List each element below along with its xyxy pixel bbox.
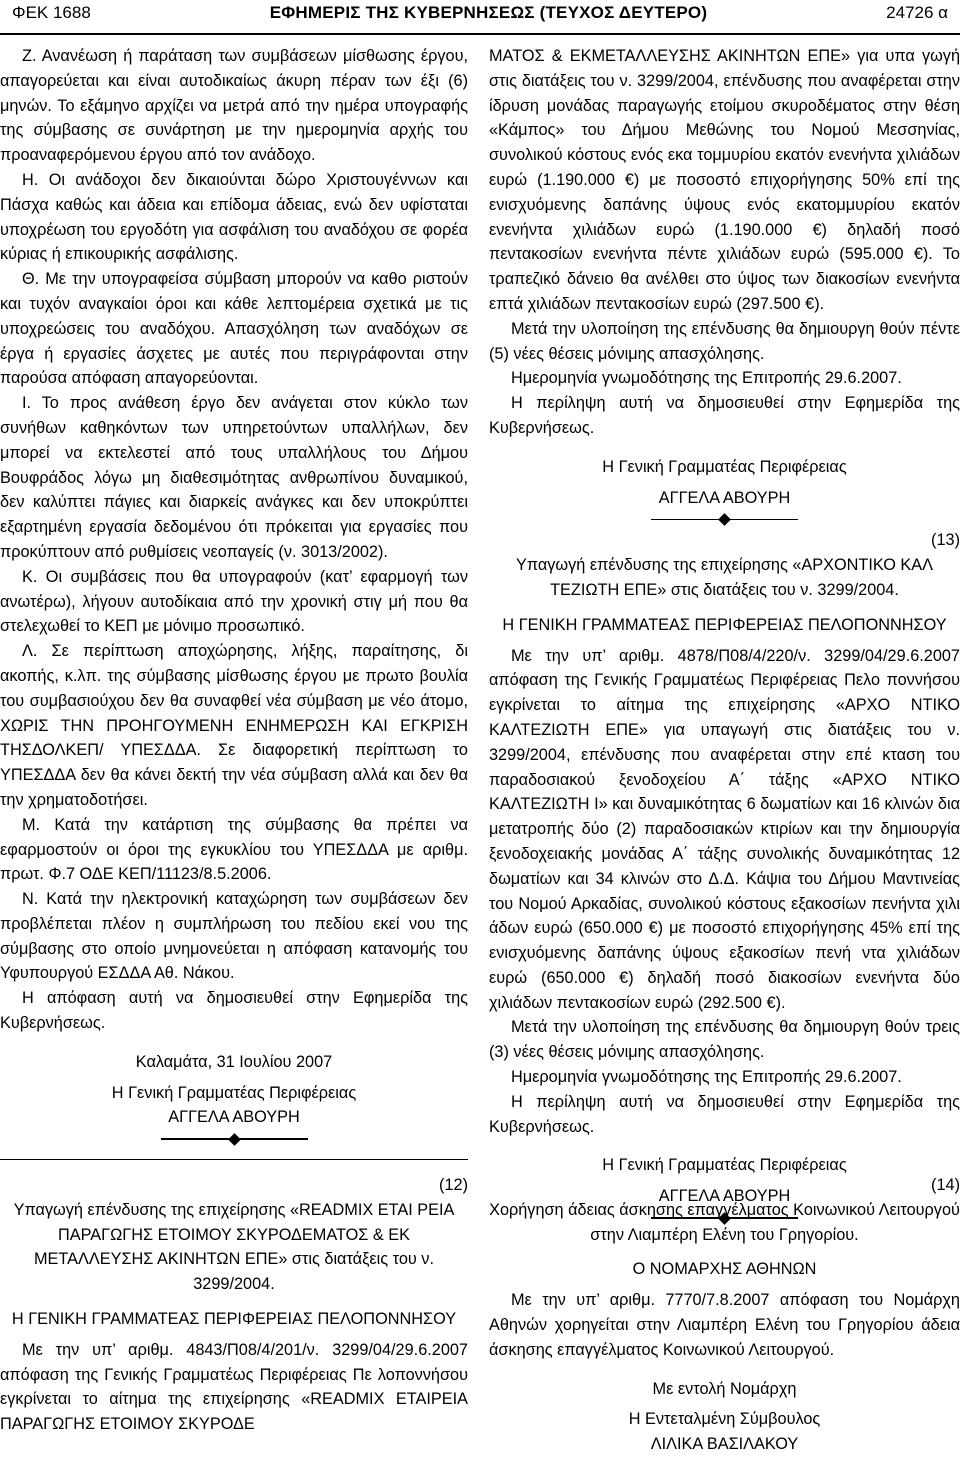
- signatory-title: Η Γενική Γραμματέας Περιφέρειας: [602, 457, 847, 476]
- section-number: (14): [931, 1176, 960, 1194]
- clause-n: Ν. Κατά την ηλεκτρονική καταχώρηση των συμβάσεων δεν προβλέπεται πλέον η συμπλήρωση του πεδίου εκεί νου της σύμβασης στο οποίο μνημονεύεται η απόφαση κατανομής του Υφυπουργού ΕΣΔΔΑ Αθ. Νάκου.: [0, 890, 468, 983]
- clause-iota: Ι. Το προς ανάθεση έργο δεν ανάγεται στον κύκλο των συνήθων καθηκόντων των υπηρετούντων υπαλλήλων, δεν μπορεί να εκτελεστεί από τους υπαλλήλους του Δήμου Βουφράδος λόγω μη διαθεσιμότητας ανθρωπίνου δυναμικού, δεν καλύπτει πάγιες και διαρκείς ανάγκες και δεν υποκρύπτει εξαρτημένη εργασία δεδομένου ότι πρόκειται για εργασίες που προκύπτουν από ρυθμίσεις νεοπαγείς (ν. 3013/2002).: [0, 394, 468, 561]
- section-separator: [0, 1130, 468, 1148]
- clause-l: Λ. Σε περίπτωση αποχώρησης, λήξης, παραίτησης, δι ακοπής, κ.λπ. της σύμβασης μίσθωσης έργου με πρωτο βουλία του συμβασιούχου δεν θα συναφθεί νέα σύμβαση με νέο άτομο, ΧΩΡΙΣ ΤΗΝ ΠΡΟΗΓΟΥΜΕΝΗ ΕΝΗΜΕΡΩΣΗ ΚΑΙ ΕΓΚΡΙΣΗ ΤΗΣΔΟΛΚΕΠ/ ΥΠΕΣΔΔΑ. Σε διαφορετική περίπτωση το ΥΠΕΣΔΔΑ δεν θα κάνει δεκτή την νέα σύμβαση αλλά και δεν θα την χρηματοδοτήσει.: [0, 642, 468, 809]
- signatory-name: ΑΓΓΕΛΑ ΑΒΟΥΡΗ: [658, 1187, 791, 1206]
- left-column: [0, 44, 468, 1148]
- section-separator: [489, 510, 960, 528]
- section-number: (12): [439, 1176, 468, 1194]
- clause-i: Η. Οι ανάδοχοι δεν δικαιούνται δώρο Χριστουγέννων και Πάσχα καθώς και άδεια και επίδομα άδειας, ενώ δεν υφίσταται υποχρέωση του εργοδότη για ασφάλιση του αναδόχου σε φορέα κύριας ή επικουρικής ασφάλισης.: [0, 170, 468, 264]
- issuing-authority: Η ΓΕΝΙΚΗ ΓΡΑΜΜΑΤΕΑΣ ΠΕΡΙΦΕΡΕΙΑΣ ΠΕΛΟΠΟΝΝΗΣΟΥ: [11, 1309, 457, 1328]
- issuing-authority: Η ΓΕΝΙΚΗ ΓΡΑΜΜΑΤΕΑΣ ΠΕΡΙΦΕΡΕΙΑΣ ΠΕΛΟΠΟΝΝΗΣΟΥ: [502, 615, 947, 634]
- gazette-title: ΕΦΗΜΕΡΙΣ ΤΗΣ ΚΥΒΕΡΝΗΣΕΩΣ (ΤΕΥΧΟΣ ΔΕΥΤΕΡΟ): [269, 3, 708, 22]
- signatory-name: ΑΓΓΕΛΑ ΑΒΟΥΡΗ: [168, 1108, 300, 1127]
- signatory-name: ΑΓΓΕΛΑ ΑΒΟΥΡΗ: [658, 488, 791, 507]
- publication-note: Η απόφαση αυτή να δημοσιευθεί στην Εφημερίδα της Κυβερνήσεως.: [0, 989, 468, 1033]
- page-number: 24726 α: [886, 3, 948, 22]
- opinion-date: Ημερομηνία γνωμοδότησης της Επιτροπής 29.6.2007.: [511, 369, 902, 388]
- page-header: [0, 0, 960, 32]
- clause-th: Θ. Με την υπογραφείσα σύμβαση μπορούν να καθο ριστούν και τυχόν αναγκαίοι όροι και κάθε λεπτομέρεια σχετικά με τις υποχρεώσεις του αναδόχου. Απασχόληση των αναδόχων σε έργα ή εργασίες άσχετες με αυτές που περιγράφονται στην παρούσα απόφαση απαγορεύονται.: [0, 270, 468, 388]
- decision-body: Με την υπ’ αριθμ. 4878/Π08/4/220/ν. 3299/04/29.6.2007 απόφαση της Γενικής Γραμματέως Περιφέρειας Πελο ποννήσου εγκρίνεται το αίτημα της επιχείρησης «ΑΡΧΟ ΝΤΙΚΟ ΚΑΛΤΕΖΙΩΤΗ ΕΠΕ» για υπαγωγή στις διατάξεις του ν. 3299/2004, επένδυσης που αναφέρεται στην επέ κταση του παραδοσιακού ξενοδοχείου Α΄ τάξης «ΑΡΧΟ ΝΤΙΚΟ ΚΑΛΤΕΖΙΩΤΗ Ι» και δυναμικότητας 6 δωματίων και 16 κλινών δια μετατροπής δύο (2) παραδοσιακών κτιρίων και την δημιουργία ξενοδοχειακής μονάδας Α΄ τάξης συνολικής δυναμικότητας 12 δωματίων και 34 κλινών στο Δ.Δ. Κάψια του Δήμου Μαντινείας του Νομού Αρκαδίας, συνολικού κόστους εξακοσίων πενήντα χιλι άδων ευρώ (650.000 €) με ποσοστό επιχορήγησης 45% επί της ενισχυόμενης δαπάνης ύψους εξακοσίων πενή ντα χιλιάδων ευρώ (650.000 €) δηλαδή ποσό διακοσίων ενενήντα δύο χιλιάδων πεντακοσίων ευρώ (292.500 €).: [489, 646, 960, 1012]
- jobs-note: Μετά την υλοποίηση της επένδυσης θα δημιουργη θούν πέντε (5) νέες θέσεις μόνιμης απασχόλησης.: [489, 319, 960, 363]
- publication-note: Η περίληψη αυτή να δημοσιευθεί στην Εφημερίδα της Κυβερνήσεως.: [489, 1092, 960, 1136]
- clause-z: Ζ. Ανανέωση ή παράταση των συμβάσεων μίσθωσης έργου, απαγορεύεται και είναι αυτοδικαίως άκυρη πέραν των έξι (6) μηνών. Το εξάμηνο αρχίζει να μετρά από την ημέρα υπογραφής της σύμβασης σε συνάρτηση με την ημερομηνία αρχής του προαναφερόμενου έργου από τον ανάδοχο.: [0, 47, 468, 165]
- jobs-note: Μετά την υλοποίηση της επένδυσης θα δημιουργη θούν τρεις (3) νέες θέσεις μόνιμης απασχόλησης.: [489, 1018, 960, 1062]
- order-line: Με εντολή Νομάρχη: [652, 1379, 797, 1398]
- opinion-date: Ημερομηνία γνωμοδότησης της Επιτροπής 29.6.2007.: [511, 1068, 902, 1087]
- right-column-bottom: [489, 1173, 960, 1457]
- clause-k: Κ. Οι συμβάσεις που θα υπογραφούν (κατ’ εφαρμογή των ανωτέρω), λήγουν αυτοδίκαια από την χρονική στιγ μή που θα στελεχωθεί το ΚΕΠ με μόνιμο προσωπικό.: [0, 567, 468, 636]
- issue-number: ΦΕΚ 1688: [12, 3, 91, 22]
- signatory-title: Η Γενική Γραμματέας Περιφέρειας: [111, 1083, 357, 1102]
- section-heading: Υπαγωγή επένδυσης της επιχείρησης «ΑΡΧΟΝΤΙΚΟ ΚΑΛ ΤΕΖΙΩΤΗ ΕΠΕ» στις διατάξεις του ν. 3299/2004.: [515, 556, 934, 599]
- decision-body: Με την υπ’ αριθμ. 4843/Π08/4/201/ν. 3299/04/29.6.2007 απόφαση της Γενικής Γραμματέως Περιφέρειας Πε λοποννήσου εγκρίνεται το αίτημα της επιχείρησης «READMIX ΕΤΑΙΡΕΙΑ ΠΑΡΑΓΩΓΗΣ ΕΤΟΙΜΟΥ ΣΚΥΡΟΔΕ: [0, 1340, 468, 1434]
- left-column-bottom: [0, 1173, 468, 1437]
- signatory-title: Η Εντεταλμένη Σύμβουλος: [628, 1410, 821, 1429]
- section-heading: Χορήγηση άδειας άσκησης επαγγέλματος Κοινωνικού Λειτουργού στην Λιαμπέρη Ελένη του Γρηγορίου.: [489, 1200, 960, 1244]
- section-number: (13): [931, 531, 960, 550]
- right-column: [489, 44, 960, 1227]
- publication-note: Η περίληψη αυτή να δημοσιευθεί στην Εφημερίδα της Κυβερνήσεως.: [489, 394, 960, 437]
- signatory-name: ΛΙΛΙΚΑ ΒΑΣΙΛΑΚΟΥ: [650, 1435, 799, 1454]
- header-rule: [0, 33, 960, 35]
- signatory-title: Η Γενική Γραμματέας Περιφέρειας: [602, 1156, 847, 1175]
- decision-continuation: ΜΑΤΟΣ & ΕΚΜΕΤΑΛΛΕΥΣΗΣ ΑΚΙΝΗΤΩΝ ΕΠΕ» για υπα γωγή στις διατάξεις του ν. 3299/2004, επένδυσης που αναφέρεται στην ίδρυση μονάδας παραγωγής ετοίμου σκυροδέματος στην θέση «Κάμπος» του Δήμου Μεθώνης του Νομού Μεσσηνίας, συνολικού κόστους ενός εκα τομμυρίου εκατόν ενενήντα χιλιάδων ευρώ (1.190.000 €) με ποσοστό επιχορήγησης 50% επί της ενισχυόμενης δαπάνης ύψους ενός εκατομμυρίου εκατόν ενενήντα χιλιάδων ευρώ (1.190.000 €) δηλαδή ποσό πεντακοσίων ενενήντα πέντε χιλιάδων ευρώ (595.000 €). Το τραπεζικό δάνειο θα ανέλθει στο ύψος των διακοσίων ενενήντα επτά χιλιάδων πεντακοσίων ευρώ (297.500 €).: [489, 47, 960, 313]
- place-date: Καλαμάτα, 31 Ιουλίου 2007: [135, 1052, 333, 1071]
- issuing-authority: Ο ΝΟΜΑΡΧΗΣ ΑΘΗΝΩΝ: [632, 1260, 817, 1279]
- column-break-rule: [0, 1159, 468, 1160]
- decision-body: Με την υπ’ αριθμ. 7770/7.8.2007 απόφαση του Νομάρχη Αθηνών χορηγείται στην Λιαμπέρη Ελένη του Γρηγορίου άδεια άσκησης επαγγέλματος Κοινωνικού Λειτουργού.: [489, 1291, 960, 1359]
- clause-m: Μ. Κατά την κατάρτιση της σύμβασης θα πρέπει να εφαρμοστούν οι όροι της εγκυκλίου του ΥΠΕΣΔΔΑ με αριθμ. πρωτ. Φ.7 ΟΔΕ ΚΕΠ/11123/8.5.2006.: [0, 815, 468, 884]
- section-heading: Υπαγωγή επένδυσης της επιχείρησης «READMIX ΕΤΑΙ ΡΕΙΑ ΠΑΡΑΓΩΓΗΣ ΕΤΟΙΜΟΥ ΣΚΥΡΟΔΕΜΑΤΟΣ & ΕΚ ΜΕΤΑΛΛΕΥΣΗΣ ΑΚΙΝΗΤΩΝ ΕΠΕ» στις διατάξεις του ν. 3299/2004.: [13, 1200, 455, 1294]
